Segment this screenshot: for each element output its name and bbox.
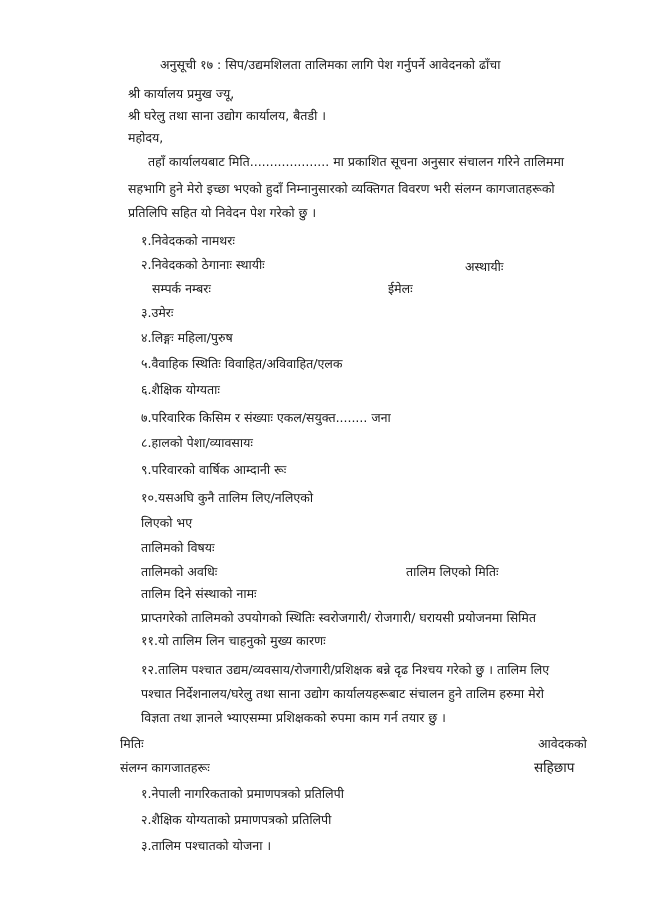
field-age: ३.उमेरः bbox=[141, 305, 174, 320]
field-prior-training: १०.यसअघि कुनै तालिम लिए/नलिएको bbox=[141, 490, 314, 505]
salutation: महोदय, bbox=[128, 130, 164, 145]
field-training-usage: प्राप्तगरेको तालिमको उपयोगको स्थितिः स्वरोजगारी/ रोजगारी/ घरायसी प्रयोजनमा सिमित bbox=[141, 610, 536, 625]
field-gender: ४.लिङ्गः महिला/पुरुष bbox=[141, 330, 233, 345]
field-annual-income: ९.परिवारको वार्षिक आम्दानी रूः bbox=[141, 462, 287, 477]
field-family: ७.परिवारिक किसिम र संख्याः एकल/सयुक्त........ जना bbox=[141, 410, 391, 425]
address-line-1: श्री कार्यालय प्रमुख ज्यू, bbox=[128, 86, 235, 101]
intro-line-3: प्रतिलिपि सहित यो निवेदन पेश गरेको छु । bbox=[128, 205, 317, 220]
pledge-line-3: विज्ञता तथा ज्ञानले भ्याएसम्मा प्रशिक्षकको रुपमा काम गर्न तयार छु । bbox=[141, 710, 446, 725]
attachment-item: १.नेपाली नागरिकताको प्रमाणपत्रको प्रतिलिपी bbox=[141, 786, 344, 801]
field-marital-status: ५.वैवाहिक स्थितिः विवाहित/अविवाहित/एलक bbox=[141, 356, 343, 371]
field-training-duration: तालिमको अवधिः bbox=[141, 564, 218, 579]
date-label: मितिः bbox=[120, 736, 144, 751]
field-training-date: तालिम लिएको मितिः bbox=[406, 564, 499, 579]
intro-line-1: तहाँ कार्यालयबाट मिति.................... मा प्रकाशित सूचना अनुसार संचालन गरिने तालिममा bbox=[148, 154, 565, 169]
attachment-item: २.शैक्षिक योग्यताको प्रमाणपत्रको प्रतिलिपी bbox=[141, 812, 332, 827]
attachments-label: संलग्न कागजातहरूः bbox=[120, 760, 210, 775]
applicant-label: आवेदकको bbox=[538, 736, 587, 751]
field-contact-number: सम्पर्क नम्बरः bbox=[152, 281, 211, 296]
attachment-item: ३.तालिम पश्चातको योजना । bbox=[141, 838, 272, 853]
field-training-taken: लिएको भए bbox=[141, 515, 193, 530]
field-name: १.निवेदकको नामथरः bbox=[141, 233, 235, 248]
field-reason: ११.यो तालिम लिन चाहनुको मुख्य कारणः bbox=[141, 633, 326, 648]
field-address-permanent: २.निवेदकको ठेगानाः स्थायीः bbox=[141, 257, 265, 272]
field-occupation: ८.हालको पेशा/व्यावसायः bbox=[141, 435, 253, 450]
field-address-temporary: अस्थायीः bbox=[465, 259, 504, 274]
intro-line-2: सहभागि हुने मेरो इच्छा भएको हुदाँ निम्नानुसारको व्यक्तिगत विवरण भरी संलग्न कागजातहरूको bbox=[128, 181, 555, 196]
field-education: ६.शैक्षिक योग्यताः bbox=[141, 382, 220, 397]
address-line-2: श्री घरेलु तथा साना उद्योग कार्यालय, बैतडी । bbox=[128, 108, 327, 123]
form-title: अनुसूची १७ : सिप/उद्यमशिलता तालिमका लागि पेश गर्नुपर्ने आवेदनको ढाँचा bbox=[160, 57, 501, 72]
field-training-subject: तालिमको विषयः bbox=[141, 540, 215, 555]
pledge-line-2: पश्चात निर्देशनालय/घरेलु तथा साना उद्योग कार्यालयहरूबाट संचालन हुने तालिम हरुमा मेरो bbox=[141, 686, 544, 701]
signature-label: सहिछाप bbox=[534, 760, 575, 776]
field-training-institution: तालिम दिने संस्थाको नामः bbox=[141, 586, 257, 601]
pledge-line-1: १२.तालिम पश्चात उद्यम/व्यवसाय/रोजगारी/प्रशिक्षक बन्ने दृढ निश्चय गरेको छु । तालिम लिए bbox=[141, 662, 550, 677]
field-email: ईमेलः bbox=[388, 281, 413, 296]
